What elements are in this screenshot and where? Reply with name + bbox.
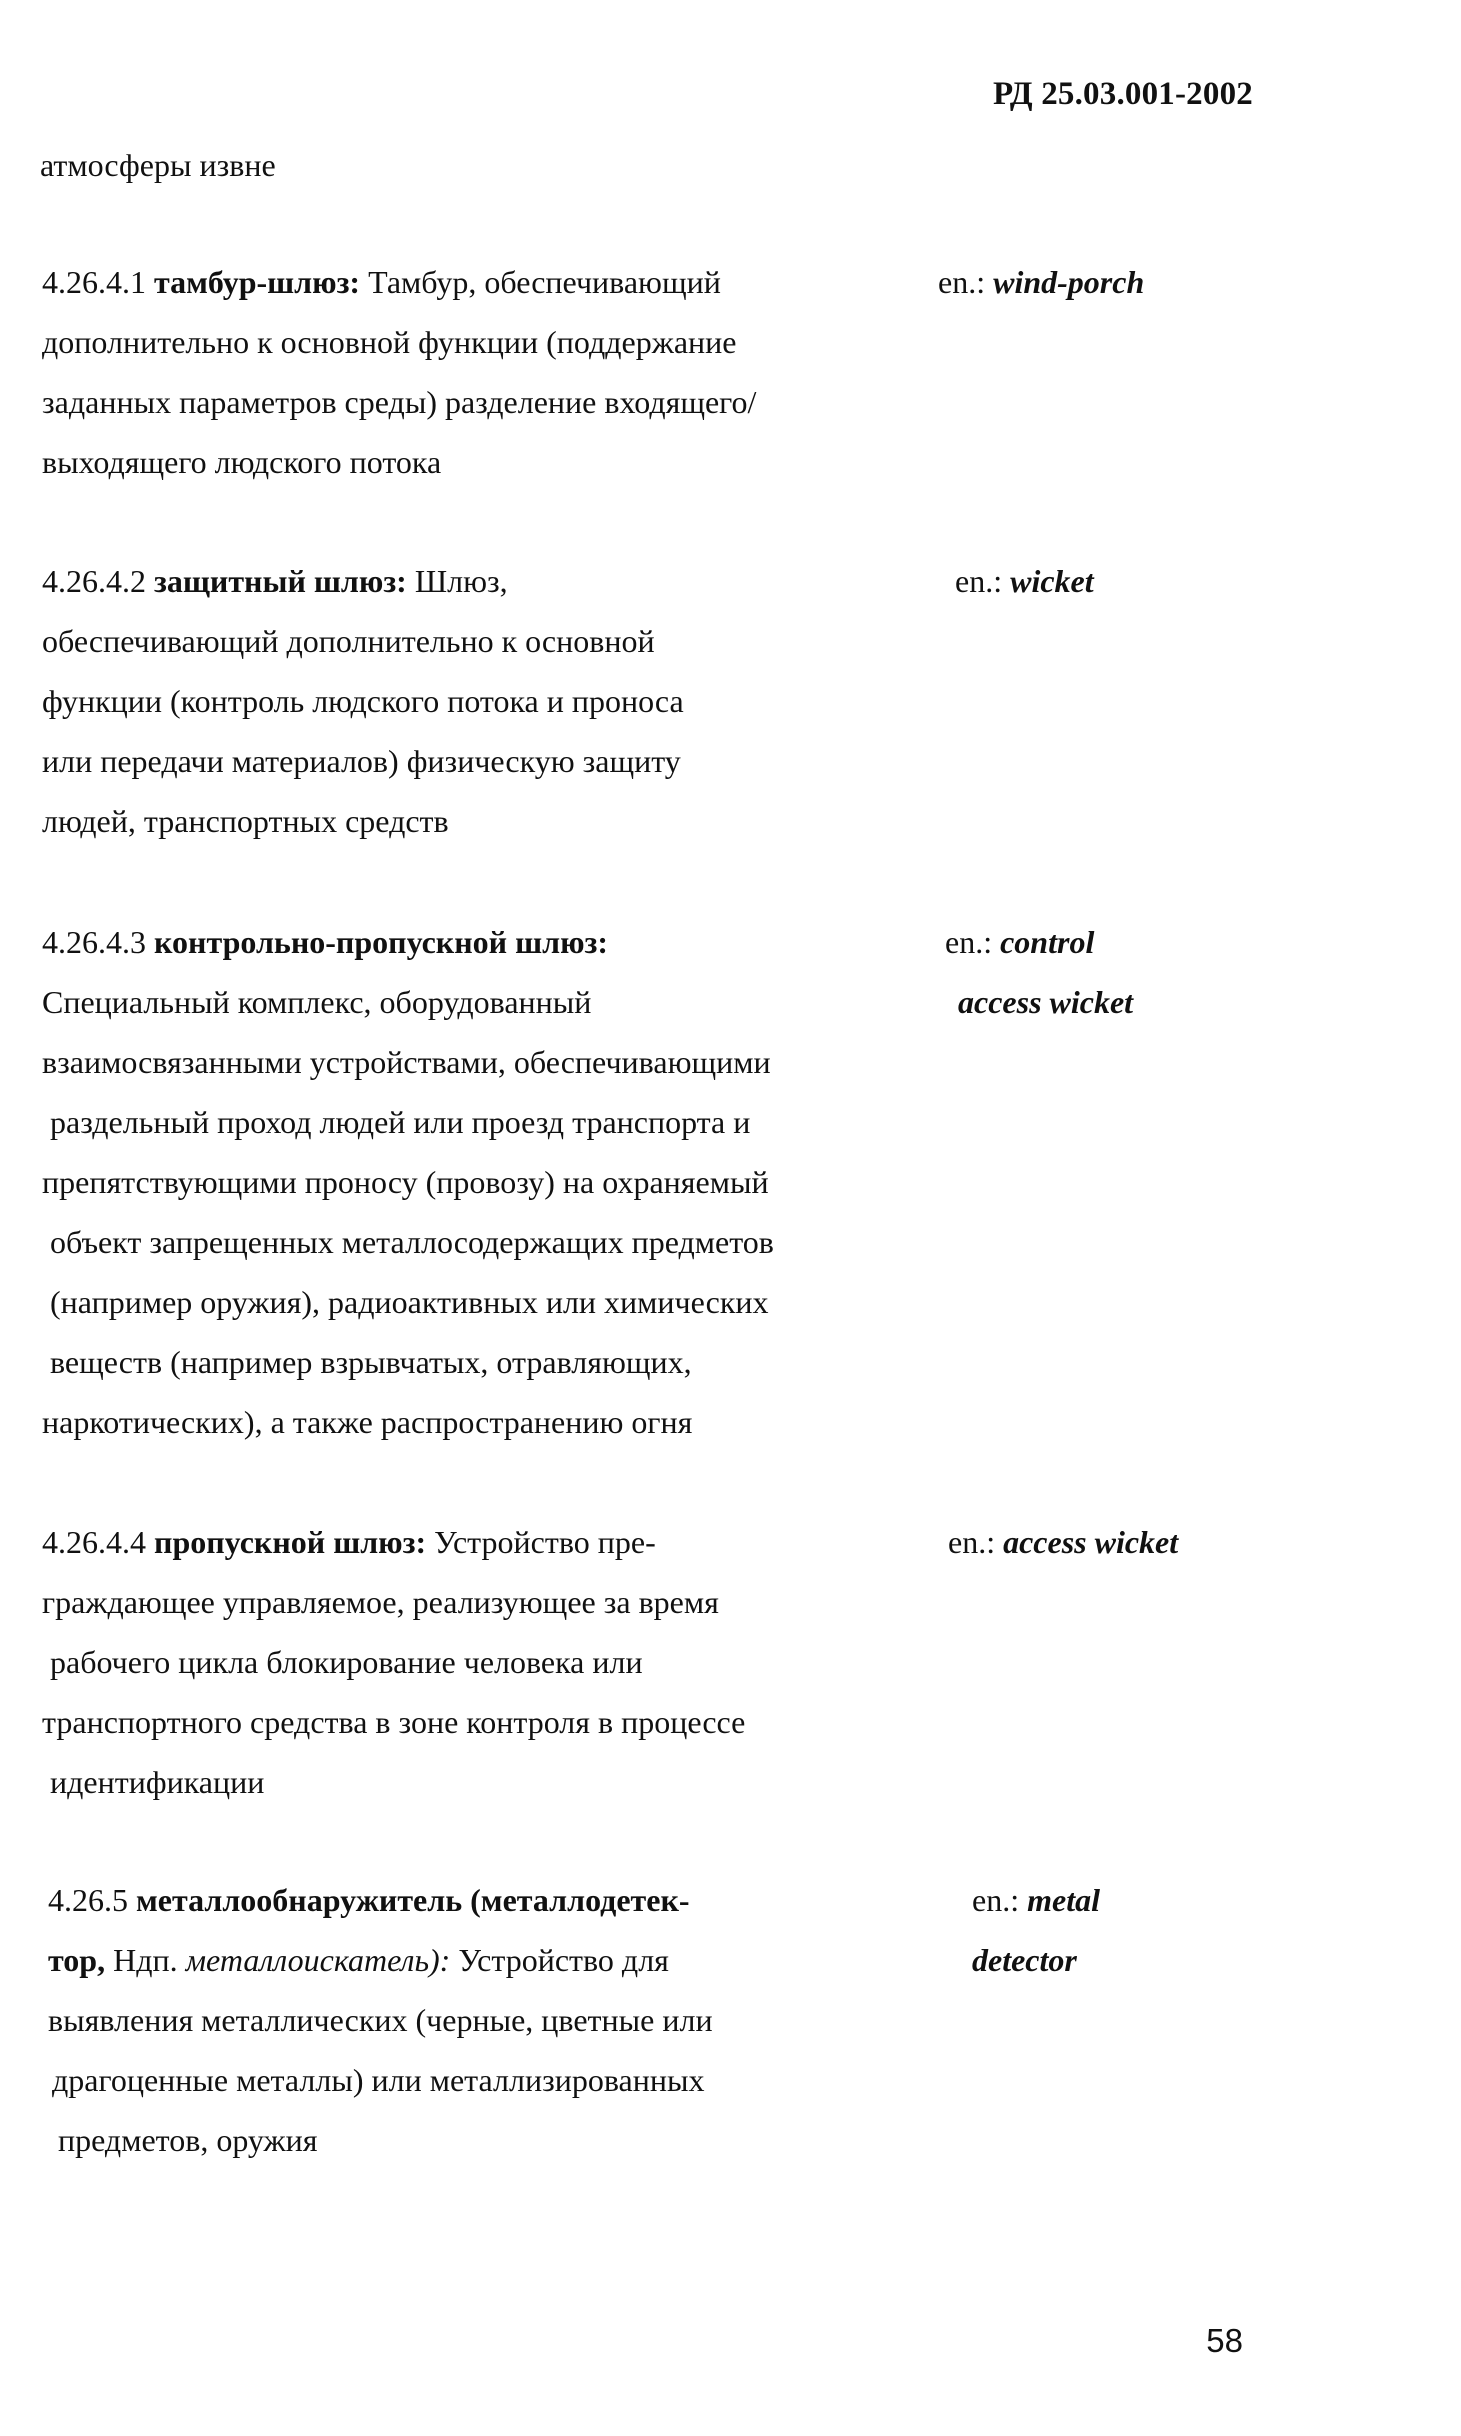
- entry-2-line-3: функции (контроль людского потока и проноса: [42, 683, 684, 719]
- entry-3-line-9: наркотических), а также распространению огня: [42, 1404, 693, 1440]
- entry-3-term: контрольно-пропускной шлюз:: [154, 924, 609, 960]
- entry-1-term: тамбур-шлюз:: [154, 264, 361, 300]
- entry-2-line-5: людей, транспортных средств: [42, 803, 449, 839]
- entry-3-first-line: [42, 922, 608, 962]
- entry-3-en-term-line-1: control: [1000, 924, 1095, 960]
- entry-5-line-1: Устройство для: [458, 1942, 669, 1978]
- entry-4-line-2: граждающее управляемое, реализующее за время: [42, 1584, 719, 1620]
- entry-4-line-4: транспортного средства в зоне контроля в процессе: [42, 1704, 746, 1740]
- entry-5-deprecated-term: металлоискатель):: [185, 1942, 451, 1978]
- entry-5-en-term-line-2: detector: [972, 1942, 1077, 1978]
- entry-5-term-continuation: тор,: [48, 1942, 106, 1978]
- entry-1-first-line: [42, 262, 721, 302]
- entry-3-line-8: веществ (например взрывчатых, отравляющих,: [50, 1344, 692, 1380]
- entry-3-en-prefix: en.:: [945, 924, 993, 960]
- entry-4-line-5: идентификации: [50, 1764, 265, 1800]
- entry-4-line-1: Устройство пре-: [434, 1524, 656, 1560]
- entry-3-line-5: препятствующими проносу (провозу) на охраняемый: [42, 1164, 769, 1200]
- entry-4-first-line: [42, 1522, 656, 1562]
- entry-2-en-prefix: en.:: [955, 563, 1003, 599]
- entry-2-line-2: обеспечивающий дополнительно к основной: [42, 623, 655, 659]
- entry-2-line-1: Шлюз,: [414, 563, 508, 599]
- entry-3-line-4: раздельный проход людей или проезд транспорта и: [50, 1104, 751, 1140]
- entry-3-line-3: взаимосвязанными устройствами, обеспечивающими: [42, 1044, 771, 1080]
- entry-5-term: металлообнаружитель (металлодетек-: [136, 1882, 690, 1918]
- entry-4-english: [948, 1522, 1178, 1562]
- entry-1-line-4: выходящего людского потока: [42, 444, 442, 480]
- entry-1-line-3: заданных параметров среды) разделение входящего/: [42, 384, 757, 420]
- entry-4-line-3: рабочего цикла блокирование человека или: [50, 1644, 643, 1680]
- entry-2-english: [955, 561, 1094, 601]
- entry-2-line-4: или передачи материалов) физическую защиту: [42, 743, 681, 779]
- entry-5-second-line: [48, 1940, 669, 1980]
- entry-3-en-term-line-2: access wicket: [958, 984, 1134, 1020]
- entry-5-number: 4.26.5: [48, 1882, 128, 1918]
- entry-3-line-6: объект запрещенных металлосодержащих предметов: [50, 1224, 774, 1260]
- entry-5-line-4: предметов, оружия: [58, 2122, 318, 2158]
- entry-3-line-2: Специальный комплекс, оборудованный: [42, 984, 592, 1020]
- entry-1-number: 4.26.4.1: [42, 264, 146, 300]
- entry-3-number: 4.26.4.3: [42, 924, 146, 960]
- entry-4-en-term: access wicket: [1003, 1524, 1179, 1560]
- entry-2-first-line: [42, 561, 508, 601]
- entry-1-line-2: дополнительно к основной функции (поддержание: [42, 324, 737, 360]
- entry-5-english: [972, 1880, 1100, 1920]
- entry-1-en-prefix: en.:: [938, 264, 986, 300]
- entry-1-english: [938, 262, 1144, 302]
- entry-5-ndp: Ндп.: [113, 1942, 178, 1978]
- entry-5-line-3: драгоценные металлы) или металлизированных: [52, 2062, 705, 2098]
- entry-3-line-7: (например оружия), радиоактивных или химических: [50, 1284, 769, 1320]
- entry-2-number: 4.26.4.2: [42, 563, 146, 599]
- entry-1-line-1: Тамбур, обеспечивающий: [368, 264, 721, 300]
- intro-line: атмосферы извне: [40, 147, 276, 183]
- entry-1-en-term: wind-porch: [993, 264, 1145, 300]
- entry-2-en-term: wicket: [1010, 563, 1094, 599]
- entry-5-first-line: [48, 1880, 690, 1920]
- entry-4-number: 4.26.4.4: [42, 1524, 146, 1560]
- entry-3-english: [945, 922, 1094, 962]
- entry-5-line-2: выявления металлических (черные, цветные или: [48, 2002, 713, 2038]
- entry-4-term: пропускной шлюз:: [154, 1524, 427, 1560]
- entry-4-en-prefix: en.:: [948, 1524, 996, 1560]
- entry-5-en-prefix: en.:: [972, 1882, 1020, 1918]
- entry-5-en-term-line-1: metal: [1027, 1882, 1100, 1918]
- document-code: РД 25.03.001-2002: [993, 76, 1253, 112]
- page-number: 58: [1206, 2322, 1243, 2359]
- entry-2-term: защитный шлюз:: [154, 563, 407, 599]
